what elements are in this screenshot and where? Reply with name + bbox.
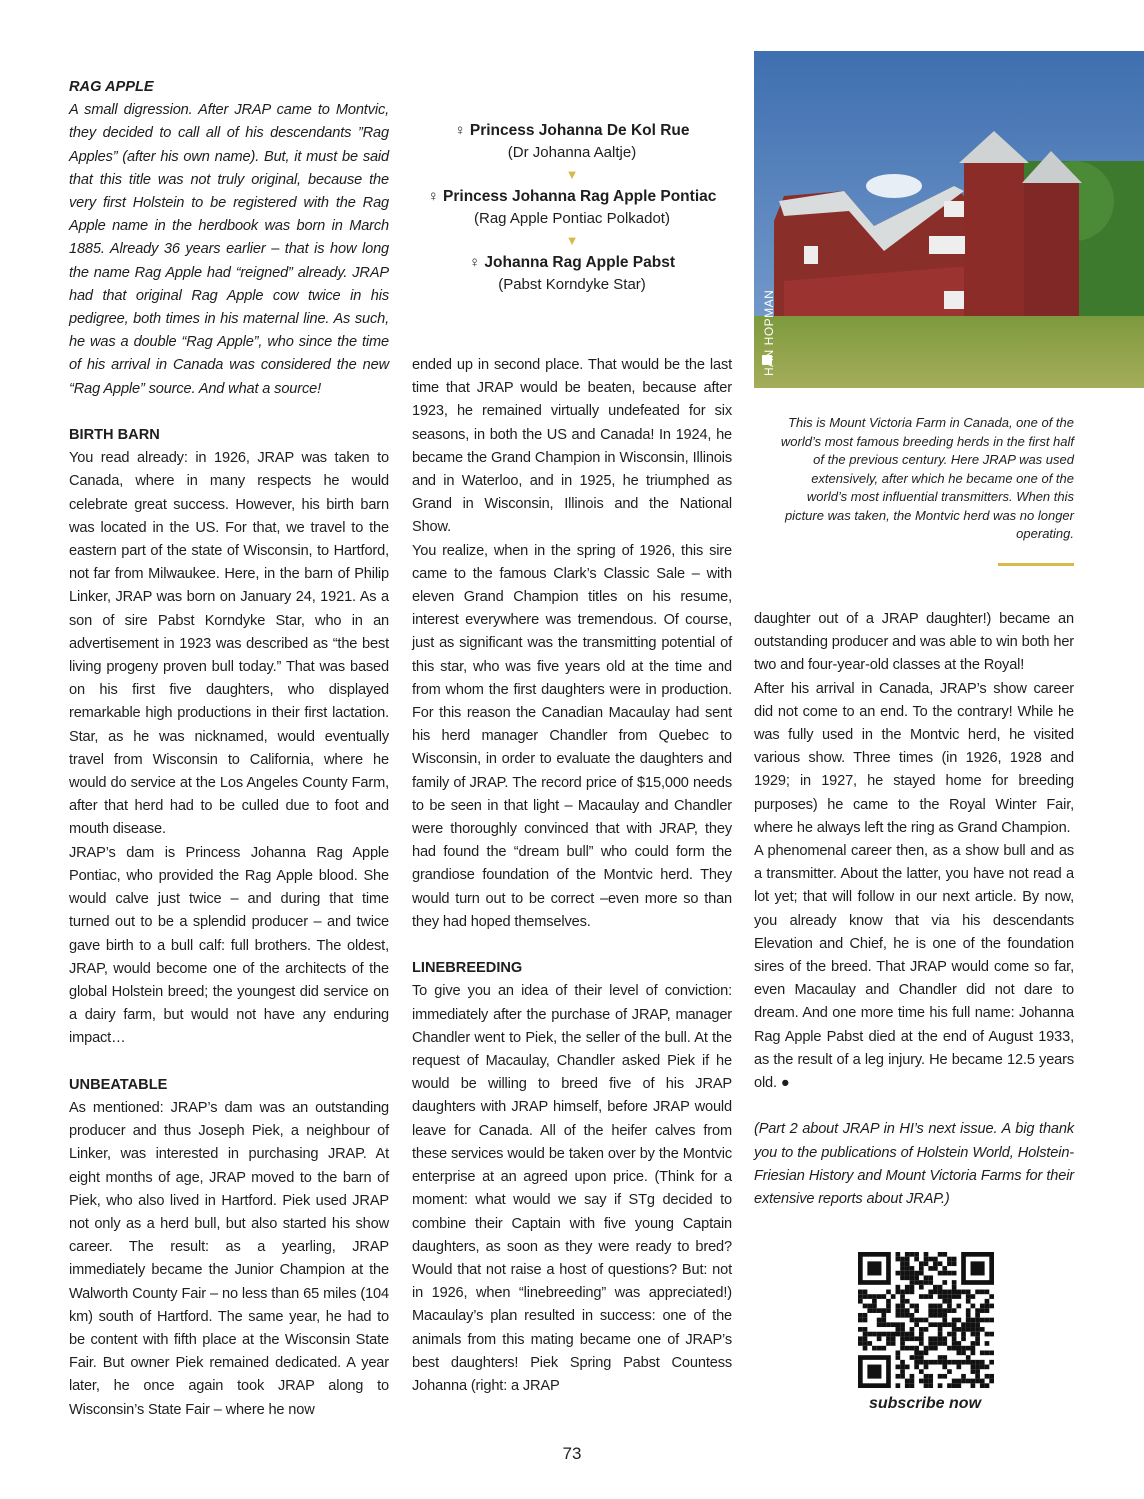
column-3	[754, 608, 1074, 1211]
arrow-down-icon: ▼	[565, 233, 579, 248]
female-icon: ♀	[454, 122, 466, 139]
barn-photo	[754, 51, 1144, 388]
pedigree-sire: (Rag Apple Pontiac Polkadot)	[474, 210, 670, 227]
paragraph: You read already: in 1926, JRAP was taken to Canada, where in many respects he would celebrate great success. However, his birth barn was located in the US. For that, we travel to the eastern part of the state of Wisconsin, to Hartford, not far from Milwaukee. Here, in the barn of Philip Linker, JRAP was born on January 24, 1921. As a son of sire Pabst Korndyke Star, who in an advertisement in 1923 was described as “the best living progeny proven bull today.” That was based on his first five daughters, who displayed remarkable high productions in their first lactation. Star, as he was nicknamed, would eventually travel from Wisconsin to California, where he would do service at the Los Angeles County Farm, after that herd had to be culled due to foot and mouth disease.	[69, 450, 389, 838]
paragraph: JRAP’s dam is Princess Johanna Rag Apple Pontiac, who provided the Rag Apple blood. She would calve just twice – and during that time turned out to be a splendid producer – and twice gave birth to a bull calf: full brothers. The oldest, JRAP, would become one of the architects of the global Holstein breed; the youngest did service on a dairy farm, but would not have any enduring impact…	[69, 844, 389, 1047]
qr-code[interactable]	[858, 1252, 994, 1388]
closing-note: (Part 2 about JRAP in HI’s next issue. A big thank you to the publications of Holstein World, Holstein-Friesian History and Mount Victoria Farms for their extensive reports about JRAP.)	[754, 1121, 1074, 1208]
paragraph: daughter out of a JRAP daughter!) became an outstanding producer and was able to win both her two and four-year-old classes at the Royal!	[754, 611, 1074, 674]
page-number: 73	[562, 1444, 582, 1463]
photo-credit: HAN HOPMAN	[762, 289, 776, 376]
pedigree-entry	[412, 120, 732, 142]
arrow-down-icon: ▼	[565, 167, 579, 182]
pedigree-name: Princess Johanna Rag Apple Pontiac	[443, 188, 717, 205]
paragraph: To give you an idea of their level of conviction: immediately after the purchase of JRAP, manager Chandler went to Piek, the seller of the bull. At the request of Macaulay, Chandler asked Piek if he would be willing to breed five of his JRAP daughters with JRAP himself, before JRAP would leave for Canada. All of the heifer calves from these services would be taken over by the Montvic enterprise at an agreed upon price. (Think for a moment: what would we say if STg decided to combine their Captain with five young Captain daughters, as soon as they were ready to bred? Would that not raise a host of questions? But: not in 1926, when “linebreeding” was appreciated!) Macaulay’s plan resulted in success: one of the animals from this mating became one of JRAP’s best daughters! Piek Spring Pabst Countess Johanna (right: a JRAP	[412, 983, 732, 1394]
pedigree-name: Johanna Rag Apple Pabst	[484, 254, 676, 271]
section-heading-unbeatable: UNBEATABLE	[69, 1076, 168, 1093]
female-icon: ♀	[427, 188, 439, 205]
section-heading-rag-apple: RAG APPLE	[69, 79, 154, 95]
subscribe-link[interactable]: subscribe now	[868, 1395, 982, 1412]
section-heading-birth-barn: BIRTH BARN	[69, 427, 160, 444]
pedigree-entry	[412, 186, 732, 208]
female-icon: ♀	[468, 254, 481, 271]
pedigree-name: Princess Johanna De Kol Rue	[469, 122, 690, 139]
divider	[998, 563, 1074, 566]
pedigree-entry	[412, 252, 732, 274]
pedigree-sire: (Dr Johanna Aaltje)	[507, 144, 637, 161]
photo-caption: This is Mount Victoria Farm in Canada, one of the world’s most famous breeding herds in the first half of the previous century. Here JRAP was used extensively, after which he became one of the world’s most influential transmitters. When this picture was taken, the Montvic herd was no longer operating.	[780, 415, 1074, 541]
pedigree-sire: (Pabst Korndyke Star)	[498, 276, 646, 293]
paragraph: After his arrival in Canada, JRAP’s show career did not come to an end. To the contrary! While he was fully used in the Montvic herd, he visited various show. Three times (in 1926, 1928 and 1929; in 1927, he stayed home for breeding purposes) he came to the Royal Winter Fair, where he always left the ring as Grand Champion.	[754, 680, 1074, 836]
rag-apple-text: A small digression. After JRAP came to Montvic, they decided to call all of his descendants ”Rag Apples” (after his own name). But, it must be said that this title was not truly original, because the very first Holstein to be registered with the Rag Apple name in the herdbook was born in March 1885. Already 36 years earlier – that is how long the name Rag Apple had “reigned” already. JRAP had that original Rag Apple cow twice in his pedigree, both times in his maternal line. As such, he was a double “Rag Apple”, who since the time of his arrival in Canada was considered the new “Rag Apple” source. And what a source!	[69, 102, 389, 397]
column-2	[412, 354, 732, 1398]
paragraph: You realize, when in the spring of 1926, this sire came to the famous Clark’s Classic Sale – with eleven Grand Champion titles on his resume, interest everywhere was tremendous. Of course, just as significant was the transmitting potential of this star, who was five years old at the time and from whom the first daughters were in production. For this reason the Canadian Macaulay had sent his herd manager Chandler from Quebec to Wisconsin, in order to evaluate the daughters and family of JRAP. The record price of $15,000 needs to be seen in that light – Macaulay and Chandler were thoroughly convinced that with JRAP, they had found the “dream bull” who could form the grandiose foundation of the Montvic herd. They would turn out to be correct –even more so than they had hoped themselves.	[412, 542, 732, 930]
paragraph: ended up in second place. That would be the last time that JRAP would be beaten, because after 1923, he remained virtually undefeated for six seasons, in both the US and Canada! In 1924, he became the Grand Champion in Wisconsin, Illinois and in Waterloo, and in 1925, he triumphed as Grand in Wisconsin, Illinois and the National Show.	[412, 357, 732, 536]
section-heading-linebreeding: LINEBREEDING	[412, 960, 523, 977]
paragraph: As mentioned: JRAP’s dam was an outstanding producer and thus Joseph Piek, a neighbour of Linker, was interested in purchasing JRAP. At eight months of age, JRAP moved to the barn of Piek, who also lived in Hartford. Piek used JRAP not only as a herd bull, but also started his show career. The result: as a yearling, JRAP immediately became the Junior Champion at the Walworth County Fair – no less than 65 miles (104 km) south of Hartford. The same year, he had to be content with fifth place at the Wisconsin State Fair. But owner Piek remained dedicated. A year later, he once again took JRAP along to Wisconsin’s State Fair – where he now	[69, 1099, 389, 1418]
pedigree-diagram	[412, 120, 732, 296]
paragraph: A phenomenal career then, as a show bull and as a transmitter. About the latter, you have not read a lot yet; that will follow in our next article. By now, you already know that via his descendants Elevation and Chief, he is one of the foundation sires of the breed. That JRAP would come so far, even Macaulay and Chandler did not dare to dream. And one more time his full name: Johanna Rag Apple Pabst died at the end of August 1933, as the result of a leg injury. He became 12.5 years old. ●	[754, 843, 1074, 1092]
column-1	[69, 76, 389, 1422]
